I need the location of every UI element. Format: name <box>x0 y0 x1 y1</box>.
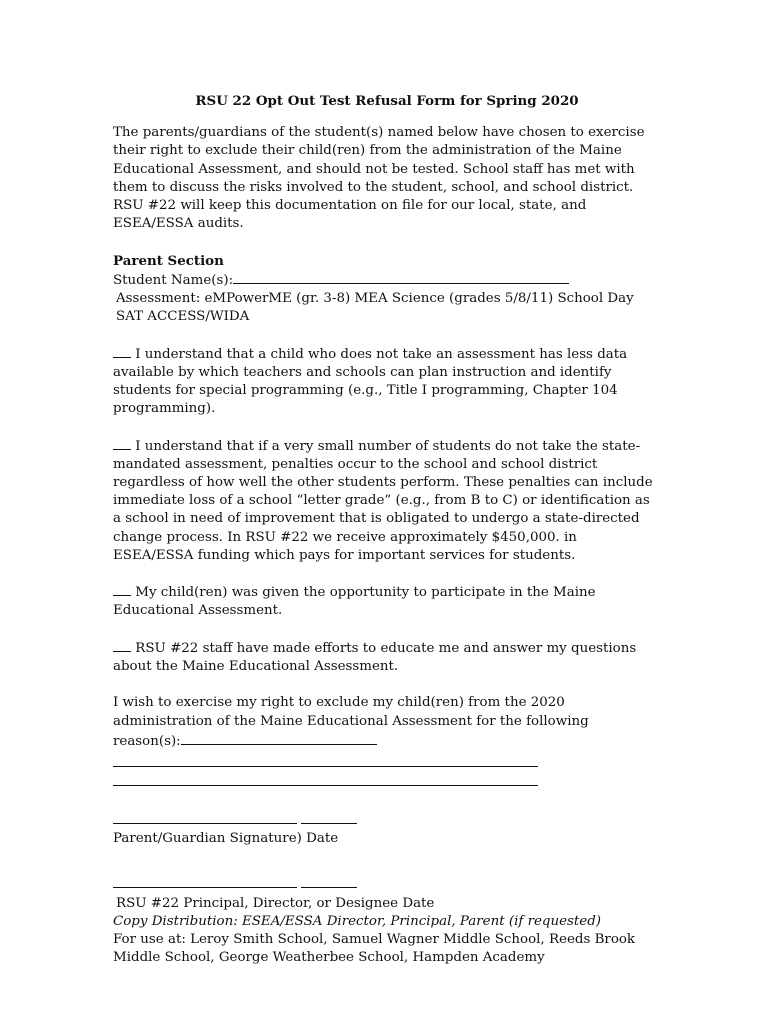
statement-4-text: RSU #22 staff have made efforts to educate me and answer my questions about the Maine Educational Assessment. <box>113 640 637 675</box>
reason-row <box>113 731 661 751</box>
statement-3-checkbox[interactable] <box>113 583 131 596</box>
statement-2-text: I understand that if a very small number of students do not take the state-mandated assessment, penalties occur to the school and school district regardless of how well the other students perform. These penalties can include immediate loss of a school “letter grade” (e.g., from B to C) or identification as a school in need of improvement that is obligated to undergo a state-directed change process. In RSU #22 we receive approximately $450,000. in ESEA/ESSA funding which pays for important services for students. <box>113 438 653 563</box>
statement-1-checkbox[interactable] <box>113 345 131 358</box>
reason-line-2[interactable] <box>113 770 538 786</box>
principal-signature-field[interactable] <box>113 874 297 888</box>
copy-distribution: Copy Distribution: ESEA/ESSA Director, Principal, Parent (if requested) <box>113 913 601 929</box>
reason-field[interactable] <box>181 731 377 745</box>
statement-3-text: My child(ren) was given the opportunity to participate in the Maine Educational Assessment. <box>113 585 596 619</box>
parent-date-field[interactable] <box>301 810 357 824</box>
statement-4 <box>113 639 661 676</box>
statement-4-checkbox[interactable] <box>113 639 131 652</box>
parent-signature-label: Parent/Guardian Signature) Date <box>113 831 339 847</box>
parent-section-heading: Parent Section <box>113 252 224 269</box>
student-name-row <box>113 270 661 290</box>
reason-paragraph: I wish to exercise my right to exclude my child(ren) from the 2020 administration of the Maine Educational Assessment for the following <box>113 695 589 729</box>
parent-signature-lines <box>113 810 661 830</box>
principal-signature-lines <box>113 874 661 894</box>
document-page <box>113 92 661 967</box>
assessment-line: Assessment: eMPowerME (gr. 3-8) MEA Science (grades 5/8/11) School Day SAT ACCESS/WIDA <box>116 291 634 325</box>
statement-3 <box>113 583 661 620</box>
principal-date-field[interactable] <box>301 874 357 888</box>
page-title: RSU 22 Opt Out Test Refusal Form for Spring 2020 <box>195 93 579 109</box>
statement-2 <box>113 437 661 565</box>
statement-1-text: I understand that a child who does not take an assessment has less data available by which teachers and schools can plan instruction and identify students for special programming (e.g., Title I programming, Chapter 104 programming). <box>113 346 628 417</box>
reason-label: reason(s): <box>113 733 181 749</box>
parent-signature-field[interactable] <box>113 810 297 824</box>
student-name-label: Student Name(s): <box>113 272 234 288</box>
for-use-at: For use at: Leroy Smith School, Samuel Wagner Middle School, Reeds Brook Middle School, George Weatherbee School, Hampden Academy <box>113 932 636 966</box>
reason-line-1[interactable] <box>113 751 538 767</box>
statement-2-checkbox[interactable] <box>113 437 131 450</box>
student-name-field[interactable] <box>233 270 569 284</box>
intro-paragraph: The parents/guardians of the student(s) named below have chosen to exercise their right to exclude their child(ren) from the administration of the Maine Educational Assessment, and should not be tested. School staff has met with them to discuss the risks involved to the student, school, and school district. RSU #22 will keep this documentation on file for our local, state, and ESEA/ESSA audits. <box>113 125 645 232</box>
statement-1 <box>113 345 661 419</box>
principal-signature-label: RSU #22 Principal, Director, or Designee Date <box>116 895 435 911</box>
